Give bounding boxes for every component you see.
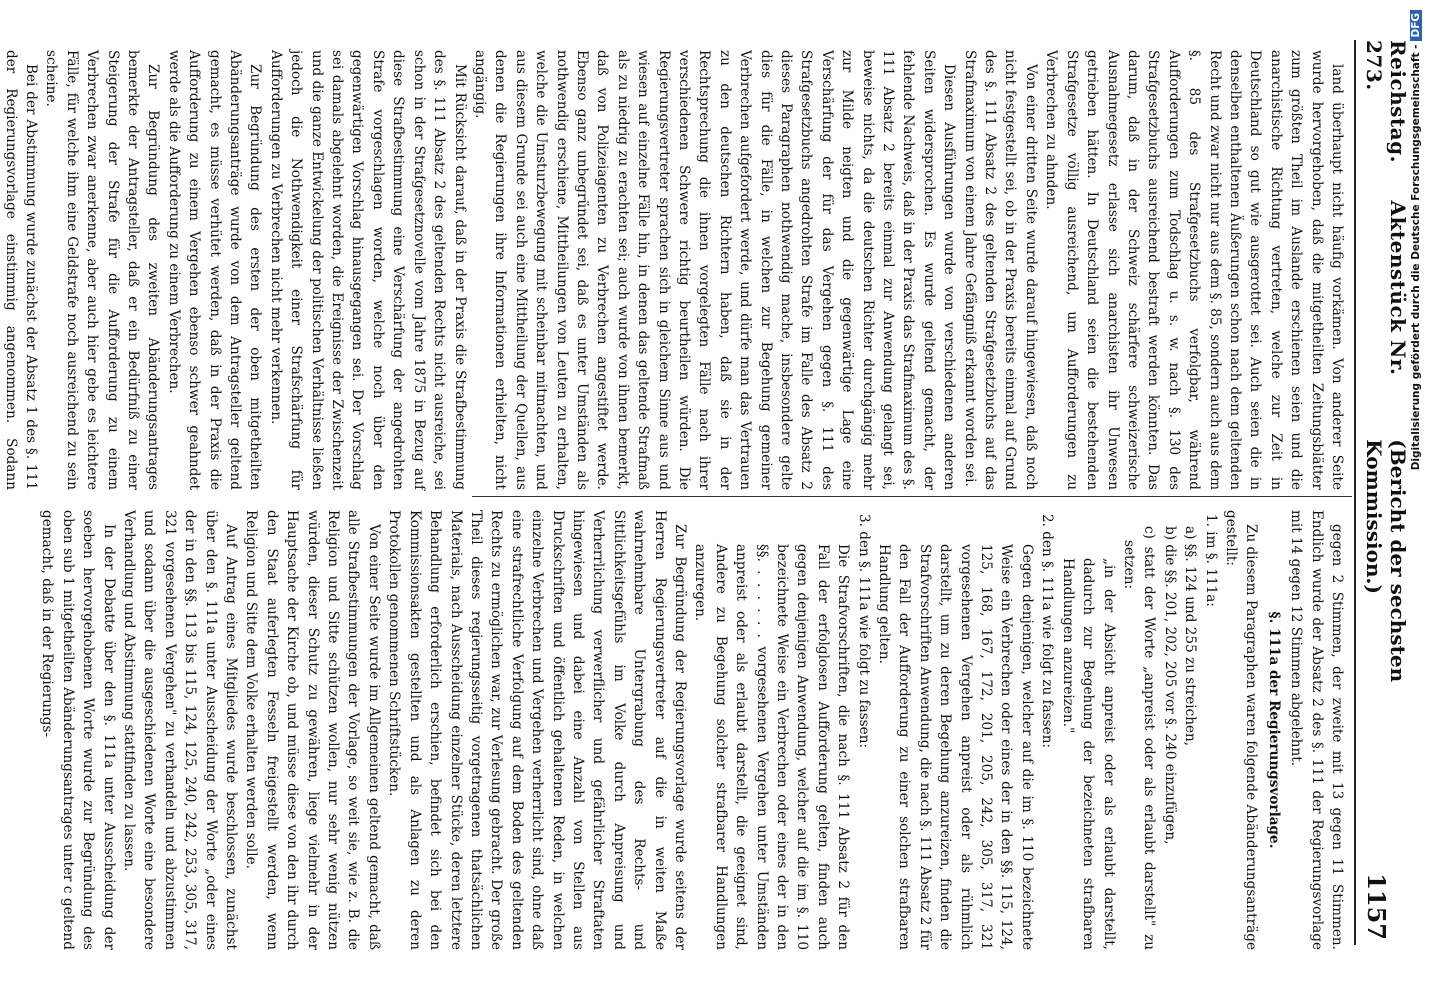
left-paragraph: Zur Begründung des ersten der oben mitgetheilten Abänderungsanträge wurde von dem Antragsteller geltend gemacht, es müsse verhütet werden, daß in der Praxis die Aufforderung zu einem Vergehen ebenso schwer geahndet werde als die Aufforderung zu einem Verbrechen. bbox=[165, 50, 264, 490]
amendment-quote: „in der Absicht anpreist oder als erlaubt darstellt, dadurch zur Begehung der bezeichneten strafbaren Handlungen anzureizen." bbox=[1059, 558, 1117, 950]
amendment-item: 1. im §. 111a: bbox=[1202, 514, 1219, 607]
amendment-subitem: c) statt der Worte „anpreist oder als erlaubt darstellt" zu setzen: bbox=[1120, 526, 1158, 950]
header-document-number: Aktenstück Nr. 273. bbox=[1362, 40, 1410, 376]
page-number: 1157 bbox=[1362, 873, 1391, 940]
digitization-credit bbox=[1404, 10, 1428, 990]
header-left bbox=[1362, 40, 1410, 439]
amendment-item: 3. den §. 111a wie folgt zu fassen: bbox=[855, 514, 872, 749]
column-divider bbox=[472, 496, 1352, 497]
amendment-quote: Gegen denjenigen, welcher auf die im §. 110 bezeichnete Weise ein Verbrechen oder eines der in den §§. 115, 124, 125, 168, 167, 172, 201, 205, 242, 305, 317, 321 vorgesehenen Vergehen anpreist oder als rühmlich darstellt, um zu deren Begehung anzureizen, finden die Strafvorschriften Anwendung, die nach §. 111 Absatz 2 für den Fall der Aufforderung zu einer solchen strafbaren Handlung gelten. bbox=[876, 544, 1035, 950]
amendment-item: 2. den §. 111a wie folgt zu fassen: bbox=[1039, 514, 1056, 749]
dfg-logo: DFG bbox=[1410, 10, 1422, 41]
left-paragraph: Zur Begründung des zweiten Abänderungsantrages bemerkte der Antragsteller, daß er ein Bedürfniß zu einer Steigerung der Strafe für die Aufforderung zu einem Verbrechen zwar anerkenne, aber auch hier gebe es leichtere Fälle, für welche ihm eine Geldstrafe noch ausreichend zu sein scheine. bbox=[43, 50, 162, 490]
right-paragraph: Zu diesem Paragraphen waren folgende Abänderungsanträge gestellt: bbox=[1222, 510, 1260, 950]
header-right bbox=[1362, 439, 1410, 940]
header-parliament: Reichstag. bbox=[1386, 40, 1410, 164]
header-report-title: (Bericht der sechsten Kommission.) bbox=[1362, 439, 1410, 683]
left-paragraph: Mit Rücksicht darauf, daß in der Praxis die Strafbestimmung des §. 111 Absatz 2 des geltenden Rechts nicht ausreiche, sei schon in der Strafgesetznovelle vom Jahre 1875 in Bezug auf diese Strafbestimmung eine Verschärfung der angedrohten Strafe vorgeschlagen worden, welche noch über den gegenwärtigen Vorschlag hinausgegangen sei. Der Vorschlag sei damals abgelehnt worden, die Ereignisse der Zwischenzeit und die ganze Entwickelung der politischen Verhältnisse ließen jedoch die Nothwendigkeit einer Strafschärfung für Aufforderungen zu Verbrechen nicht mehr verkennen. bbox=[267, 50, 468, 490]
amendment-quote: Die Strafvorschriften, die nach §. 111 Absatz 2 für den Fall der erfolglosen Aufforderung gelten, finden auch gegen denjenigen Anwendung, welcher auf die im §. 110 bezeichnete Weise ein Verbrechen oder eines der in den §§. . . . . . . vorgesehenen Vergehen unter Umständen anpreist oder als erlaubt darstellt, die geeignet sind, Andere zu Begehung solcher strafbarer Handlungen anzuregen. bbox=[692, 544, 852, 950]
right-column bbox=[39, 510, 1347, 950]
section-heading: §. 111a der Regierungsvorlage. bbox=[1265, 611, 1282, 849]
credit-text: Digitalisierung gefördert durch die Deutsche Forschungsgemeinschaft - bbox=[1410, 44, 1422, 471]
left-paragraph: Von einer dritten Seite wurde darauf hingewiesen, daß noch nicht festgestellt sei, ob in der Praxis bereits einmal auf Grund des §. 111 Absatz 2 des geltenden Strafgesetzbuchs auf das Strafmaximum von einem Jahre Gefängniß erkannt worden sei. bbox=[961, 50, 1039, 490]
right-paragraph: Auf Antrag eines Mitgliedes wurde beschlossen, zunächst über den §. 111a unter Ausscheidung der Worte „oder eines der in den §§. 113 bis 115, 124, 125, 240, 242, 253, 305, 317, 321 vorgesehenen Vergehen" zu verhandeln und abzustimmen und sodann über die ausgeschiedenen Worte eine besondere Verhandlung und Abstimmung stattfinden zu lassen. bbox=[121, 510, 240, 950]
left-paragraph: Diesen Ausführungen wurde von verschiedenen anderen Seiten widersprochen. Es wurde geltend gemacht, der fehlende Nachweis, daß in der Praxis das Strafmaximum des §. 111 Absatz 2 bereits einmal zur Anwendung gelangt sei, beweise nichts, da die deutschen Richter durchgängig mehr zur Milde neigten und die gegenwärtige Lage eine Verschärfung der für das Vergehen gegen §. 111 des Strafgesetzbuchs angedrohten Strafe im Falle des Absatz 2 dieses Paragraphen nothwendig mache, insbesondere gelte dies für die Fälle, in welchen zur Begehung gemeiner Verbrechen aufgefordert werde, und dürfe man das Vertrauen zu den deutschen Richtern haben, daß sie in der Rechtsprechung die ihnen vorgelegten Fälle nach ihrer verschiedenen Schwere richtig beurtheilen würden. Die Regierungsvertreter sprachen sich in gleichem Sinne aus und wiesen auf einzelne Fälle hin, in denen das geltende Strafmaß als zu niedrig zu erachten sei; auch wurde von ihnen bemerkt, daß von Polizeiagenten zu Verbrechen angestiftet werde. Ebenso ganz unbegründet sei, daß es unter Umständen als nothwendig erschiene, Mittheilungen von Leuten zu erhalten, welche die Umsturzbewegung mit scheinbar mitmachten, und aus diesem Grunde sei auch eine Mittheilung der Quellen, aus denen die Regierungen ihre Informationen erhielten, nicht angängig. bbox=[471, 50, 958, 490]
amendment-subitem: b) die §§. 201, 202, 205 vor §. 240 einzufügen, bbox=[1161, 526, 1178, 845]
left-column bbox=[2, 50, 1347, 490]
right-paragraph: Von einer Seite wurde im Allgemeinen geltend gemacht, daß alle Strafbestimmungen der Vorlage, so weit sie, wie z. B. die Religion und Sitte schützen wollen, nur sehr wenig nützen würden, dieser Schutz zu gewähren, liege vielmehr in der Hauptsache der Kirche ob, und müsse diese von den ihr durch den Staat auferlegten Fesseln freigestellt werden, wenn Religion und Sitte dem Volke erhalten werden solle. bbox=[243, 510, 382, 950]
right-paragraph: gegen 2 Stimmen, der zweite mit 13 gegen 11 Stimmen. Endlich wurde der Absatz 2 des §. 111 der Regierungsvorlage mit 14 gegen 12 Stimmen abgelehnt. bbox=[1288, 510, 1345, 950]
right-paragraph: In der Debatte über den §. 111a unter Ausscheidung der soeben hervorgehobenen Worte wurde zur Begründung des oben sub 1 mitgetheilten Abänderungsantrages unter c geltend gemacht, daß in der Regierungs- bbox=[39, 510, 117, 950]
page-header bbox=[1362, 40, 1410, 940]
left-paragraph: land überhaupt nicht häufig vorkämen. Von anderer Seite wurde hervorgehoben, daß die mitgetheilten Zeitungsblätter zum größten Theil im Auslande erschienen seien und die anarchistische Richtung vertreten, welche zur Zeit in Deutschland so gut wie ausgerottet sei. Auch seien die in denselben enthaltenen Äußerungen schon nach dem geltenden Recht und zwar nicht nur aus dem §. 85, sondern auch aus dem §. 85 des Strafgesetzbuchs verfolgbar, während Aufforderungen zum Todschlag u. s. w. nach §. 130 des Strafgesetzbuchs ausreichend bestraft werden könnten. Das darum, daß in der Schweiz schärfere schweizerische Ausnahmegesetz erlasse sich anarchisten ihr Unwesen getrieben hätten. In Deutschland seien die bestehenden Strafgesetze völlig ausreichend, um Aufforderungen zu Verbrechen zu ahnden. bbox=[1043, 50, 1345, 490]
right-paragraph: Zur Begründung der Regierungsvorlage wurde seitens der Herren Regierungsvertreter auf die in weiten Maße wahrnehmbare Untergrabung des Rechts- und Sittlichkeitsgefühls im Volke durch Anpreisung und Verherrlichung verwerflicher und gefährlicher Straftaten hingewiesen und dabei eine Anzahl von Stellen aus Druckschriften und öffentlich gehaltenen Reden, in welchen einzelne Verbrechen und Vergehen verherrlicht sind, ohne daß eine strafrechtliche Verfolgung auf dem Boden des geltenden Rechts zu ermöglichen war, zur Verlesung gebracht. Der große Theil dieses regierungsseitig vorgetragenen thatsächlichen Materials, nach Ausscheidung einzelner Stücke, deren letztere Behandlung erforderlich erschien, befindet sich bei den Kommissionsakten gestellten und als Anlagen zu deren Protokollen genommenen Schriftstücken. bbox=[386, 510, 688, 950]
amendment-subitem: a) §§. 124 und 255 zu streichen, bbox=[1182, 526, 1199, 747]
header-rule bbox=[1354, 40, 1356, 945]
left-paragraph: Bei der Abstimmung wurde zunächst der Absatz 1 des §. 111 der Regierungsvorlage einstimmig angenommen. Sodann bbox=[2, 50, 39, 490]
